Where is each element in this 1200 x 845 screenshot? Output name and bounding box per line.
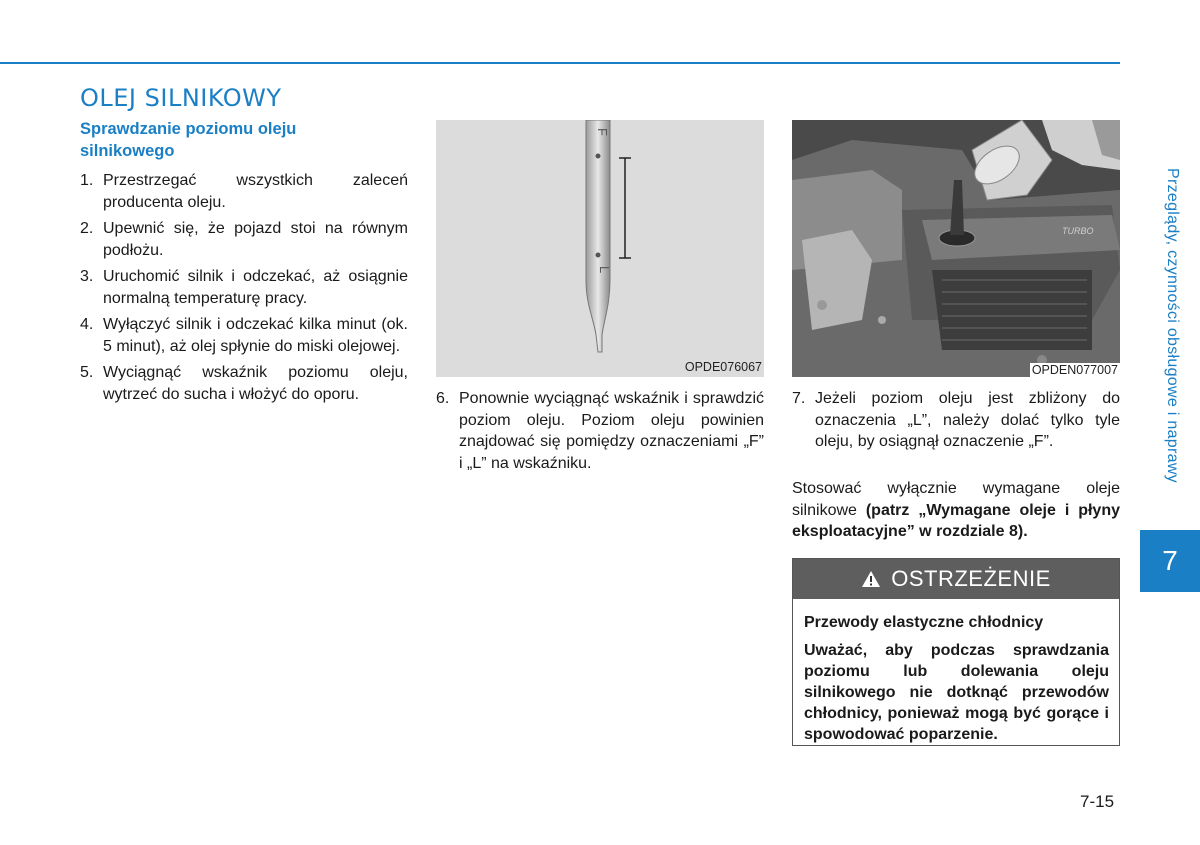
figure-code: OPDE076067: [684, 360, 762, 374]
warning-box: [792, 558, 1120, 746]
warning-subtitle: Przewody elastyczne chłodnicy: [804, 614, 1044, 631]
step-number: 1.: [80, 172, 94, 189]
chapter-tab: 7: [1140, 530, 1200, 592]
step-7: [792, 388, 1120, 453]
step-number: 6.: [436, 390, 450, 407]
step-6: [436, 388, 764, 474]
list-item: [80, 314, 408, 357]
chapter-title: Przeglądy, czynności obsługowe i naprawy: [1164, 168, 1181, 483]
step-text: Wyłączyć silnik i odczekać kilka minut (ok. 5 minut), aż olej spłynie do miski olejowej.: [103, 316, 408, 355]
warning-triangle-icon: [861, 570, 881, 588]
engine-illustration: [792, 120, 1120, 377]
top-rule: [0, 62, 1120, 64]
steps-list: [80, 170, 408, 410]
list-item: [80, 266, 408, 309]
step-text: Uruchomić silnik i odczekać, aż osiągnie normalną temperaturę pracy.: [103, 268, 408, 307]
mark-l-label: L: [597, 266, 612, 274]
chapter-side-label: [1155, 168, 1185, 523]
mark-f-label: F: [595, 128, 610, 136]
step-number: 4.: [80, 316, 94, 333]
step-text: Wyciągnąć wskaźnik poziomu oleju, wytrzeć do sucha i włożyć do oporu.: [103, 364, 408, 403]
subheading-line-1: Sprawdzanie poziomu oleju: [80, 120, 297, 138]
step-number: 2.: [80, 220, 94, 237]
warning-body: Uważać, aby podczas sprawdzania poziomu lub dolewania oleju silnikowego nie dotknąć przewodów chłodnicy, ponieważ mogą być gorące i spowodować poparzenie.: [804, 642, 1109, 743]
warning-title: OSTRZEŻENIE: [891, 566, 1051, 591]
note-text: Stosować wyłącznie wymagane oleje silnikowe: [792, 480, 1120, 519]
step-number: 5.: [80, 364, 94, 381]
oil-note: [792, 478, 1120, 543]
engine-badge: TURBO: [1062, 226, 1094, 236]
engine-figure: [792, 120, 1120, 377]
page-number: 7-15: [1080, 792, 1115, 811]
figure-code: OPDEN077007: [1031, 363, 1118, 377]
step-text: Upewnić się, że pojazd stoi na równym podłożu.: [103, 220, 408, 259]
step-text: Jeżeli poziom oleju jest zbliżony do oznaczenia „L”, należy dolać tylko tyle oleju, by osiągnął oznaczenie „F”.: [815, 390, 1120, 450]
dipstick-illustration: [436, 120, 764, 377]
list-item: [80, 362, 408, 405]
step-text: Ponownie wyciągnąć wskaźnik i sprawdzić poziom oleju. Poziom oleju powinien znajdować się pomiędzy oznaczeniami „F” i „L” na wskaźniku.: [459, 390, 764, 472]
dipstick-figure: [436, 120, 764, 377]
step-number: 3.: [80, 268, 94, 285]
list-item: [80, 170, 408, 213]
step-text: Przestrzegać wszystkich zaleceń producenta oleju.: [103, 172, 408, 211]
section-title: OLEJ SILNIKOWY: [80, 84, 282, 112]
subheading-line-2: silnikowego: [80, 142, 175, 160]
subheading: [80, 118, 360, 162]
warning-header: [793, 559, 1119, 599]
step-number: 7.: [792, 390, 806, 407]
list-item: [80, 218, 408, 261]
note-reference: (patrz „Wymagane oleje i płyny eksploatacyjne” w rozdziale 8).: [792, 501, 1120, 540]
